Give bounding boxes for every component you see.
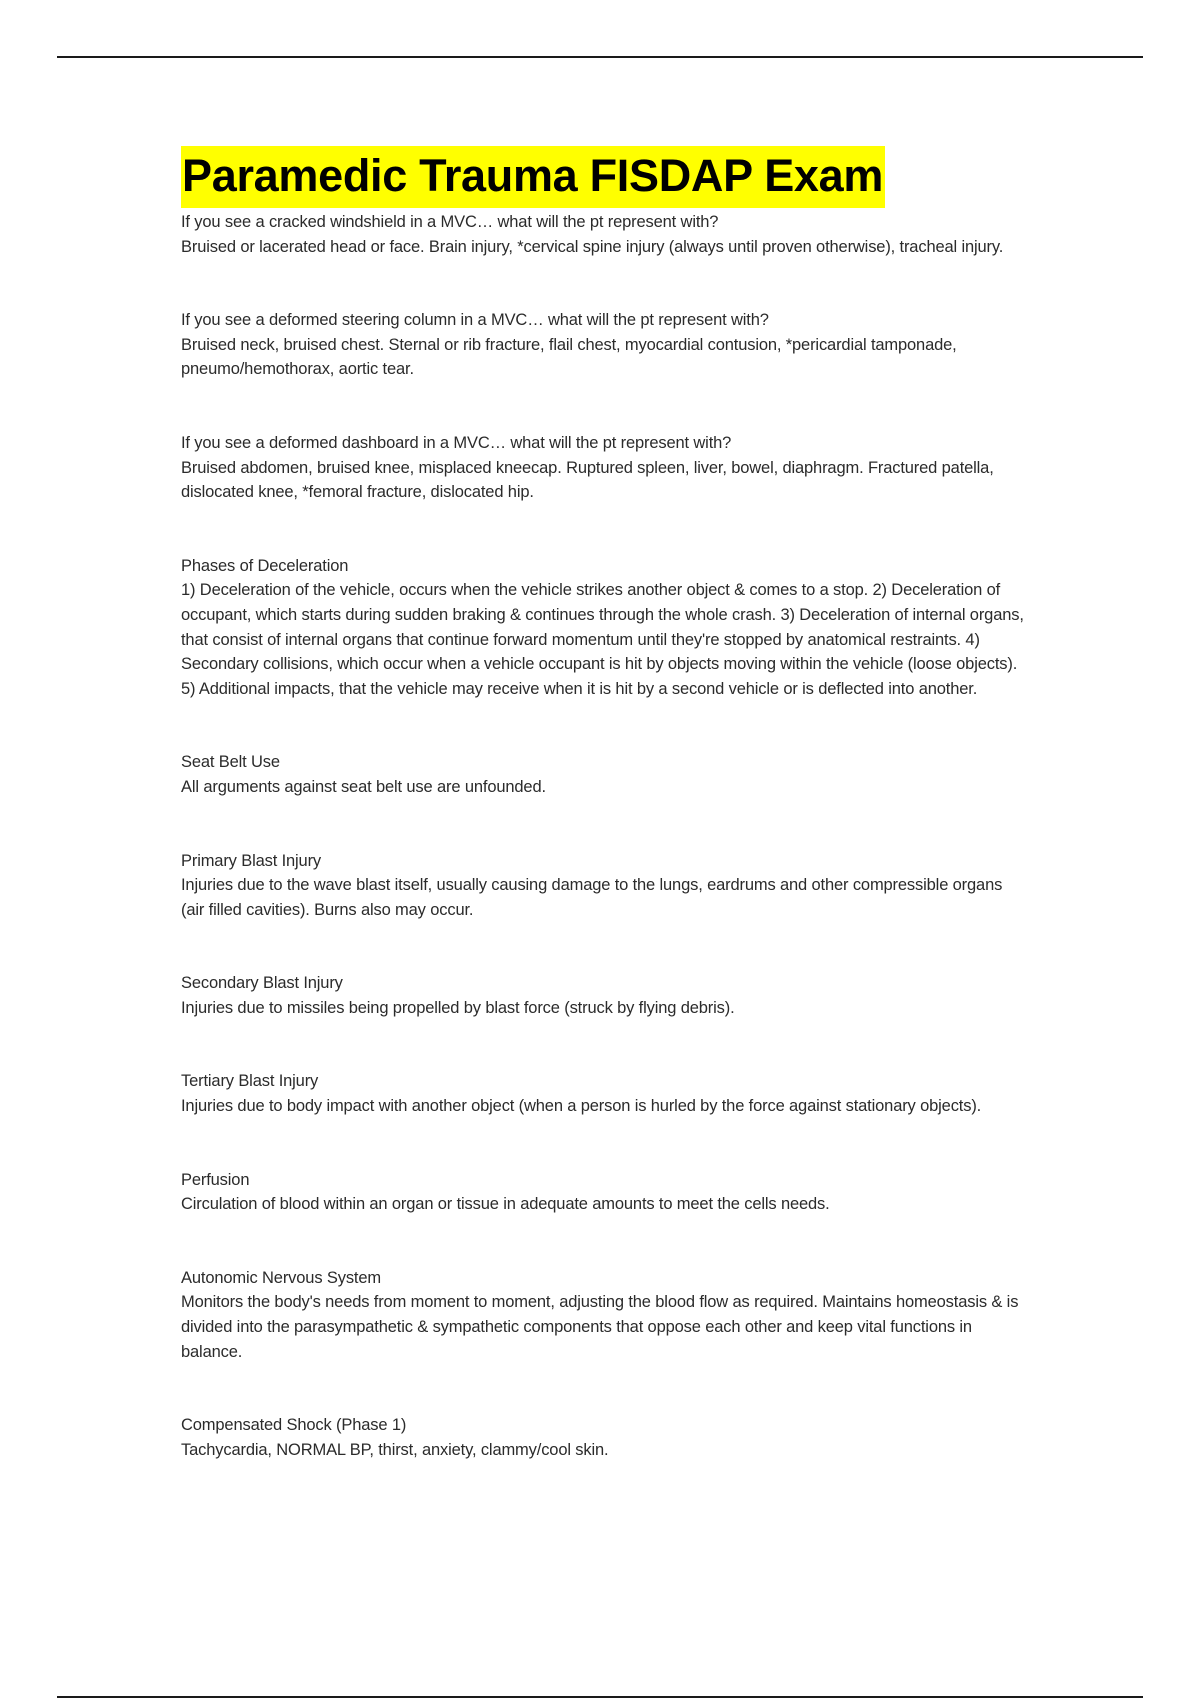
answer-text: Injuries due to body impact with another object (when a person is hurled by the force against stationary objects). <box>181 1097 982 1116</box>
answer-text: Tachycardia, NORMAL BP, thirst, anxiety, clammy/cool skin. <box>181 1440 609 1459</box>
document-title: Paramedic Trauma FISDAP Exam <box>181 146 885 208</box>
answer-text: Bruised neck, bruised chest. Sternal or rib fracture, flail chest, myocardial contusion, *pericardial tamponade, pneumo/hemothorax, aortic tear. <box>181 335 957 379</box>
qa-entry-9 <box>181 1168 1026 1217</box>
qa-entry-4 <box>181 554 1026 702</box>
question-text: Phases of Deceleration <box>181 556 349 575</box>
qa-entry-11 <box>181 1413 1026 1462</box>
header-rule <box>57 56 1143 58</box>
question-text: Tertiary Blast Injury <box>181 1072 319 1091</box>
answer-text: Monitors the body's needs from moment to moment, adjusting the blood flow as required. Maintains homeostasis & is divided into the parasympathetic & sympathetic components that oppose each other and keep vital functions in balance. <box>181 1293 1019 1361</box>
answer-text: Injuries due to the wave blast itself, usually causing damage to the lungs, eardrums and other compressible organs (air filled cavities). Burns also may occur. <box>181 876 1003 919</box>
document-body <box>181 146 1026 1511</box>
question-text: If you see a deformed steering column in a MVC… what will the pt represent with? <box>181 311 769 330</box>
qa-entry-3 <box>181 431 1026 505</box>
qa-entry-1 <box>181 210 1026 259</box>
answer-text: All arguments against seat belt use are unfounded. <box>181 777 546 796</box>
answer-text: 1) Deceleration of the vehicle, occurs when the vehicle strikes another object & comes to a stop. 2) Deceleration of occupant, which starts during sudden braking & continues through the whole crash. 3) Deceleration of internal organs, that consist of internal organs that continue forward momentum until they're stopped by anatomical restraints. 4) Secondary collisions, which occur when a vehicle occupant is hit by objects moving within the vehicle (loose objects). 5) Additional impacts, that the vehicle may receive when it is hit by a second vehicle or is deflected into another. <box>181 581 1024 698</box>
qa-entry-6 <box>181 849 1026 923</box>
answer-text: Bruised or lacerated head or face. Brain injury, *cervical spine injury (always until proven otherwise), tracheal injury. <box>181 237 1004 256</box>
question-text: Secondary Blast Injury <box>181 974 343 993</box>
question-text: If you see a deformed dashboard in a MVC… what will the pt represent with? <box>181 433 732 452</box>
footer-rule <box>57 1696 1143 1698</box>
question-text: If you see a cracked windshield in a MVC… what will the pt represent with? <box>181 213 719 231</box>
answer-text: Injuries due to missiles being propelled by blast force (struck by flying debris). <box>181 998 735 1017</box>
answer-text: Bruised abdomen, bruised knee, misplaced kneecap. Ruptured spleen, liver, bowel, diaphragm. Fractured patella, dislocated knee, *femoral fracture, dislocated hip. <box>181 458 994 502</box>
qa-entry-2 <box>181 308 1026 382</box>
answer-text: Circulation of blood within an organ or tissue in adequate amounts to meet the cells needs. <box>181 1195 830 1214</box>
qa-entry-5 <box>181 750 1026 799</box>
question-text: Perfusion <box>181 1170 250 1189</box>
qa-entry-7 <box>181 971 1026 1020</box>
qa-entry-8 <box>181 1069 1026 1118</box>
qa-entry-10 <box>181 1266 1026 1364</box>
question-text: Seat Belt Use <box>181 753 280 772</box>
question-text: Primary Blast Injury <box>181 851 322 870</box>
question-text: Autonomic Nervous System <box>181 1268 381 1287</box>
question-text: Compensated Shock (Phase 1) <box>181 1416 407 1435</box>
